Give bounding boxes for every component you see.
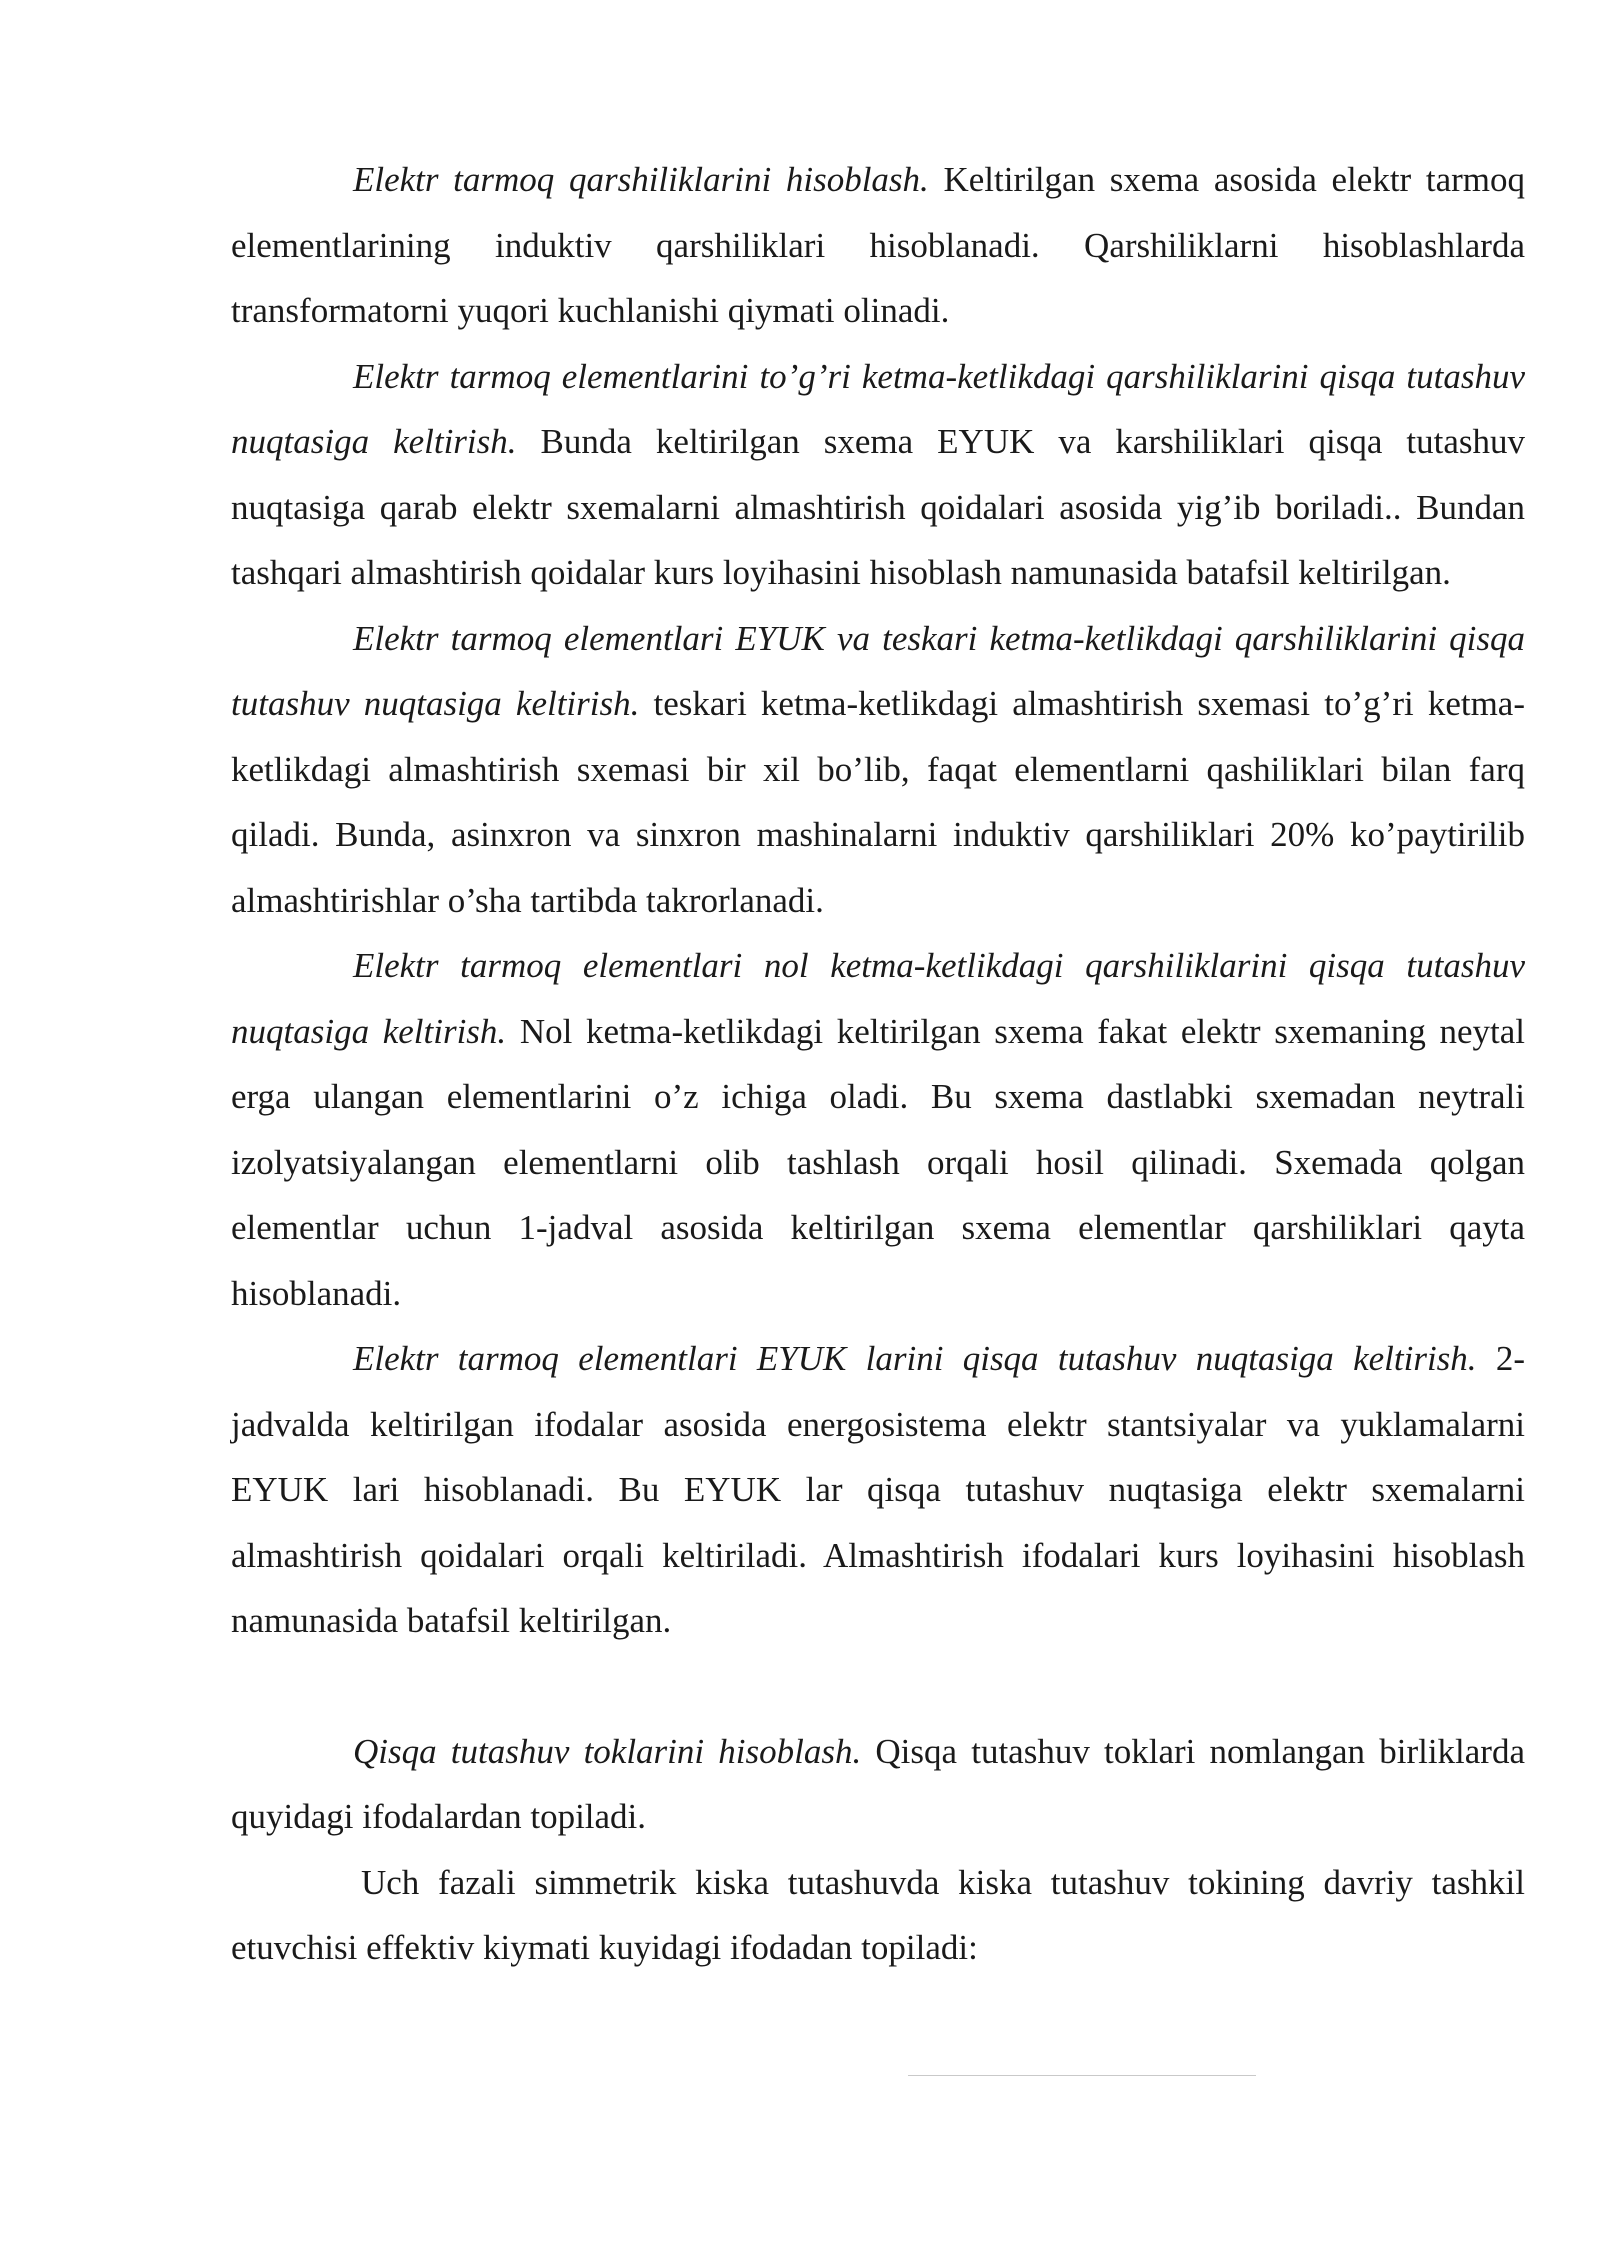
paragraph-network-resistance <box>231 147 1525 344</box>
document-page <box>231 147 1525 1981</box>
paragraph-text: Qisqa tutashuv toklari nomlangan birliklarda quyidagi ifodalardan topiladi. <box>231 1731 1525 1836</box>
paragraph-text: Nol ketma-ketlikdagi keltirilgan sxema fakat elektr sxemaning neytal erga ulangan elementlarini o’z ichiga oladi. Bu sxema dastlabki sxemadan neytrali izolyatsiyalangan elementlarni olib tashlash orqali hosil qilinadi. Sxemada qolgan elementlar uchun 1-jadval asosida keltirilgan sxema elementlar qarshiliklari qayta hisoblanadi. <box>231 1011 1525 1313</box>
formula-placeholder-line <box>908 2075 1256 2076</box>
paragraph-emf-reduction <box>231 1326 1525 1654</box>
paragraph-lead: Elektr tarmoq elementlari EYUK va teskari ketma-ketlikdagi qarshiliklarini qisqa tutashuv nuqtasiga keltirish. <box>231 618 1525 723</box>
paragraph-text: teskari ketma-ketlikdagi almashtirish sxemasi to’g’ri ketma-ketlikdagi almashtirish sxemasi bir xil bo’lib, faqat elementlarni qashiliklari bilan farq qiladi. Bunda, asinxron va sinxron mashinalarni induktiv qarshiliklari 20% ko’paytirilib almashtirishlar o’sha tartibda takrorlanadi. <box>231 684 1525 920</box>
paragraph-positive-sequence <box>231 344 1525 606</box>
paragraph-lead: Elektr tarmoq qarshiliklarini hisoblash. <box>353 160 929 199</box>
paragraph-lead: Qisqa tutashuv toklarini hisoblash. <box>353 1731 862 1771</box>
paragraph-text: Keltirilgan sxema asosida elektr tarmoq elementlarining induktiv qarshiliklari hisoblanadi. Qarshiliklarni hisoblashlarda transformatorni yuqori kuchlanishi qiymati olinadi. <box>231 160 1525 330</box>
paragraph-three-phase-fault <box>231 1850 1525 1981</box>
paragraph-lead: Elektr tarmoq elementlari EYUK larini qisqa tutashuv nuqtasiga keltirish. <box>353 1339 1477 1378</box>
paragraph-text: Uch fazali simmetrik kiska tutashuvda kiska tutashuv tokining davriy tashkil etuvchisi effektiv kiymati kuyidagi ifodadan topiladi: <box>231 1862 1525 1967</box>
paragraph-text: Bunda keltirilgan sxema EYUK va karshiliklari qisqa tutashuv nuqtasiga qarab elektr sxemalarni almashtirish qoidalari asosida yig’ib boriladi.. Bundan tashqari almashtirish qoidalar kurs loyihasini hisoblash namunasida batafsil keltirilgan. <box>231 422 1526 592</box>
paragraph-lead: Elektr tarmoq elementlarini to’g’ri ketma-ketlikdagi qarshiliklarini qisqa tutashuv nuqtasiga keltirish. <box>231 356 1525 461</box>
paragraph-short-circuit-currents <box>231 1719 1525 1850</box>
paragraph-zero-sequence <box>231 933 1525 1326</box>
paragraph-text: 2-jadvalda keltirilgan ifodalar asosida energosistema elektr stantsiyalar va yuklamalarni EYUK lari hisoblanadi. Bu EYUK lar qisqa tutashuv nuqtasiga elektr sxemalarni almashtirish qoidalari orqali keltiriladi. Almashtirish ifodalari kurs loyihasini hisoblash namunasida batafsil keltirilgan. <box>231 1339 1525 1640</box>
paragraph-lead: Elektr tarmoq elementlari nol ketma-ketlikdagi qarshiliklarini qisqa tutashuv nuqtasiga keltirish. <box>231 946 1525 1051</box>
paragraph-negative-sequence <box>231 606 1525 934</box>
